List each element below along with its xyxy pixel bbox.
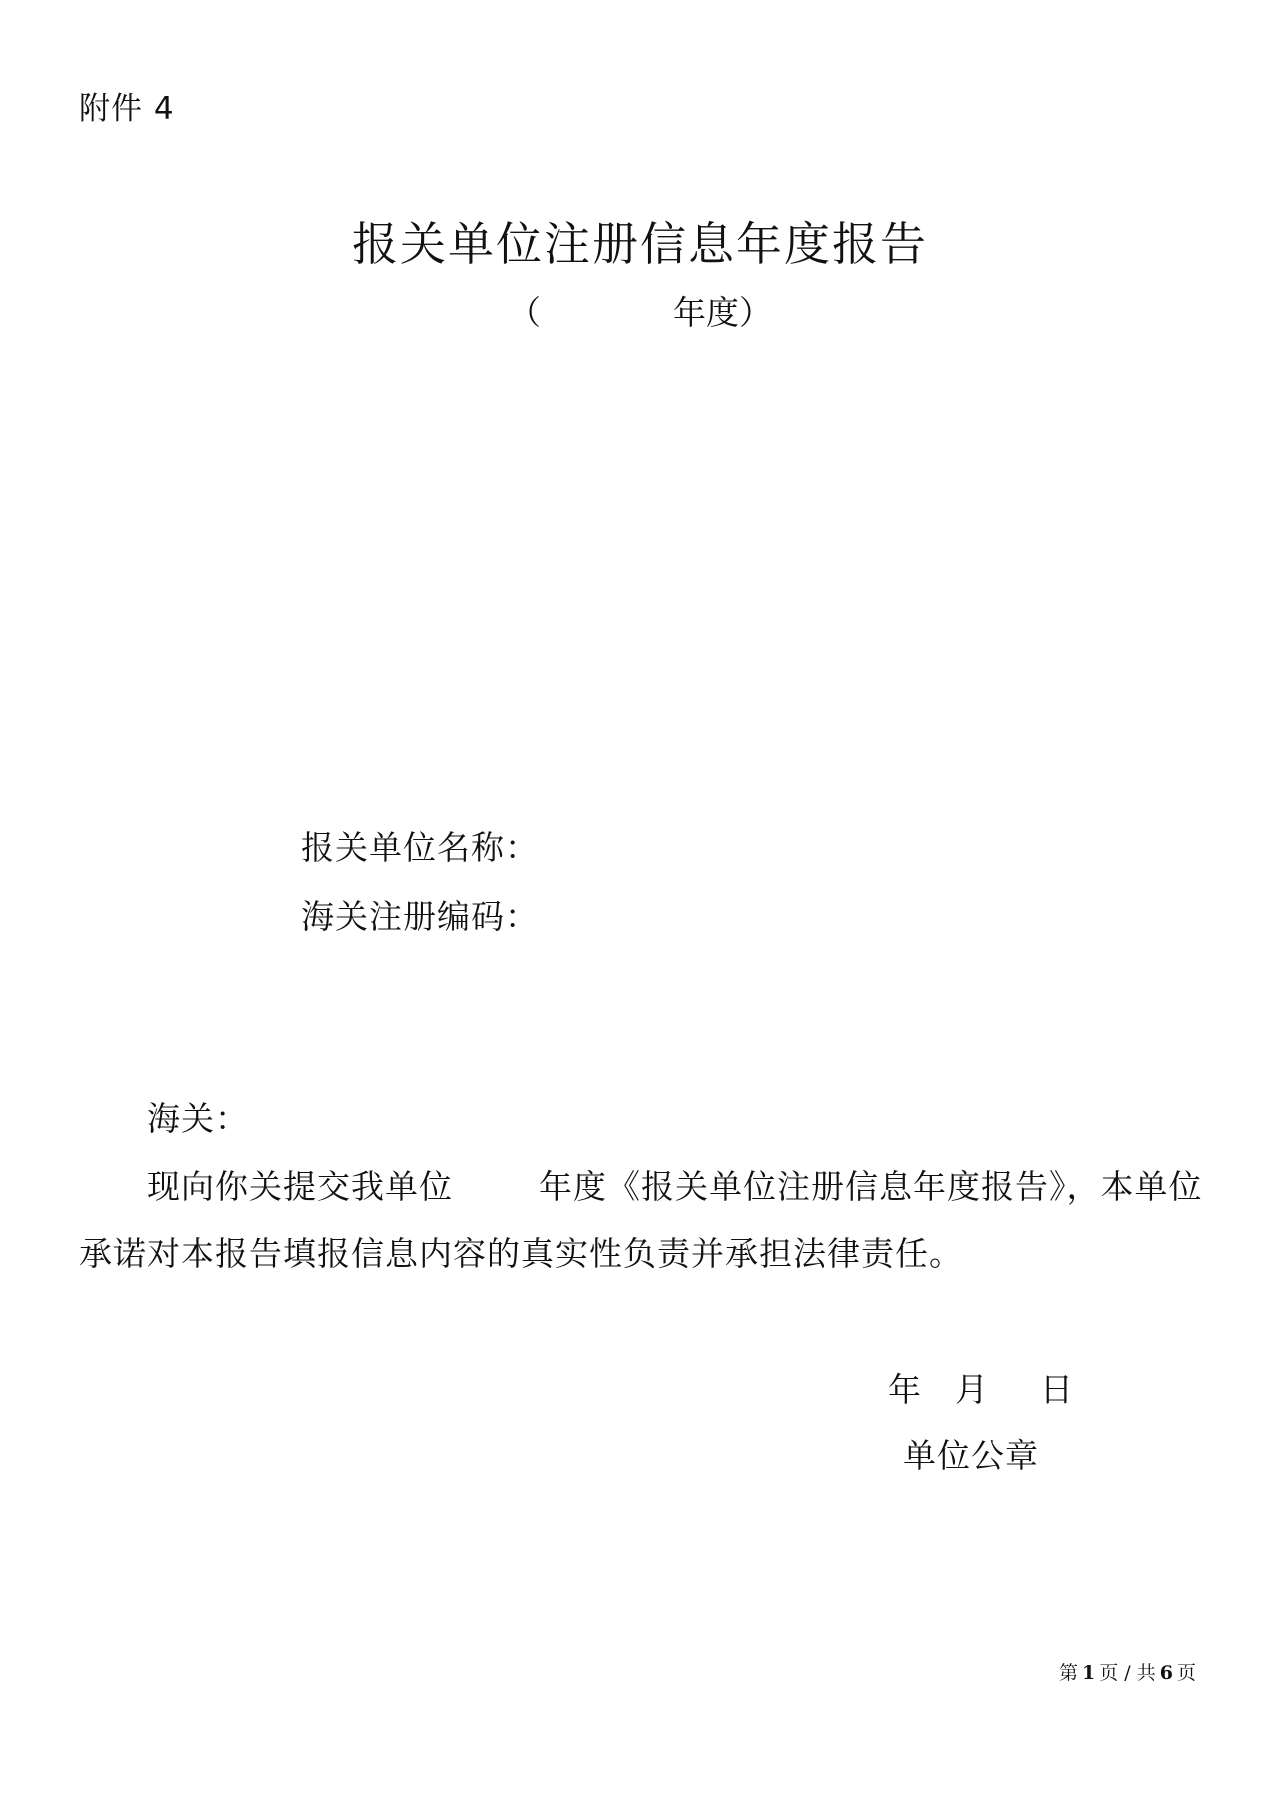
letter-salutation: 海关： — [147, 1099, 249, 1138]
page-number-current: 1 — [1082, 1662, 1096, 1684]
page-title: 报关单位注册信息年度报告 — [352, 217, 928, 271]
letter-line-2: 承诺对本报告填报信息内容的真实性负责并承担法律责任。 — [79, 1234, 963, 1273]
report-year-line — [0, 287, 1280, 334]
signature-date — [888, 1364, 1073, 1411]
letter-line-1-suffix: 年度《报关单位注册信息年度报告》，本单位 — [539, 1167, 1203, 1206]
year-suffix: 年度） — [673, 293, 772, 332]
date-month-label: 月 — [955, 1370, 988, 1409]
page-number — [1059, 1658, 1196, 1685]
year-open-paren: （ — [508, 293, 541, 332]
date-day-label: 日 — [1040, 1370, 1073, 1409]
page-number-prefix: 第 — [1059, 1662, 1079, 1684]
page-number-total: 6 — [1159, 1662, 1173, 1684]
page-number-mid: 页 / 共 — [1099, 1662, 1156, 1684]
unit-name-label: 报关单位名称： — [301, 828, 539, 867]
letter-line-1 — [147, 1161, 1203, 1208]
date-year-label: 年 — [888, 1370, 921, 1409]
unit-seal-label: 单位公章 — [903, 1436, 1039, 1475]
registration-code-label: 海关注册编码： — [301, 897, 539, 936]
page-number-suffix: 页 — [1176, 1662, 1196, 1684]
letter-line-1-prefix: 现向你关提交我单位 — [147, 1167, 453, 1206]
attachment-label: 附件 4 — [79, 91, 175, 127]
